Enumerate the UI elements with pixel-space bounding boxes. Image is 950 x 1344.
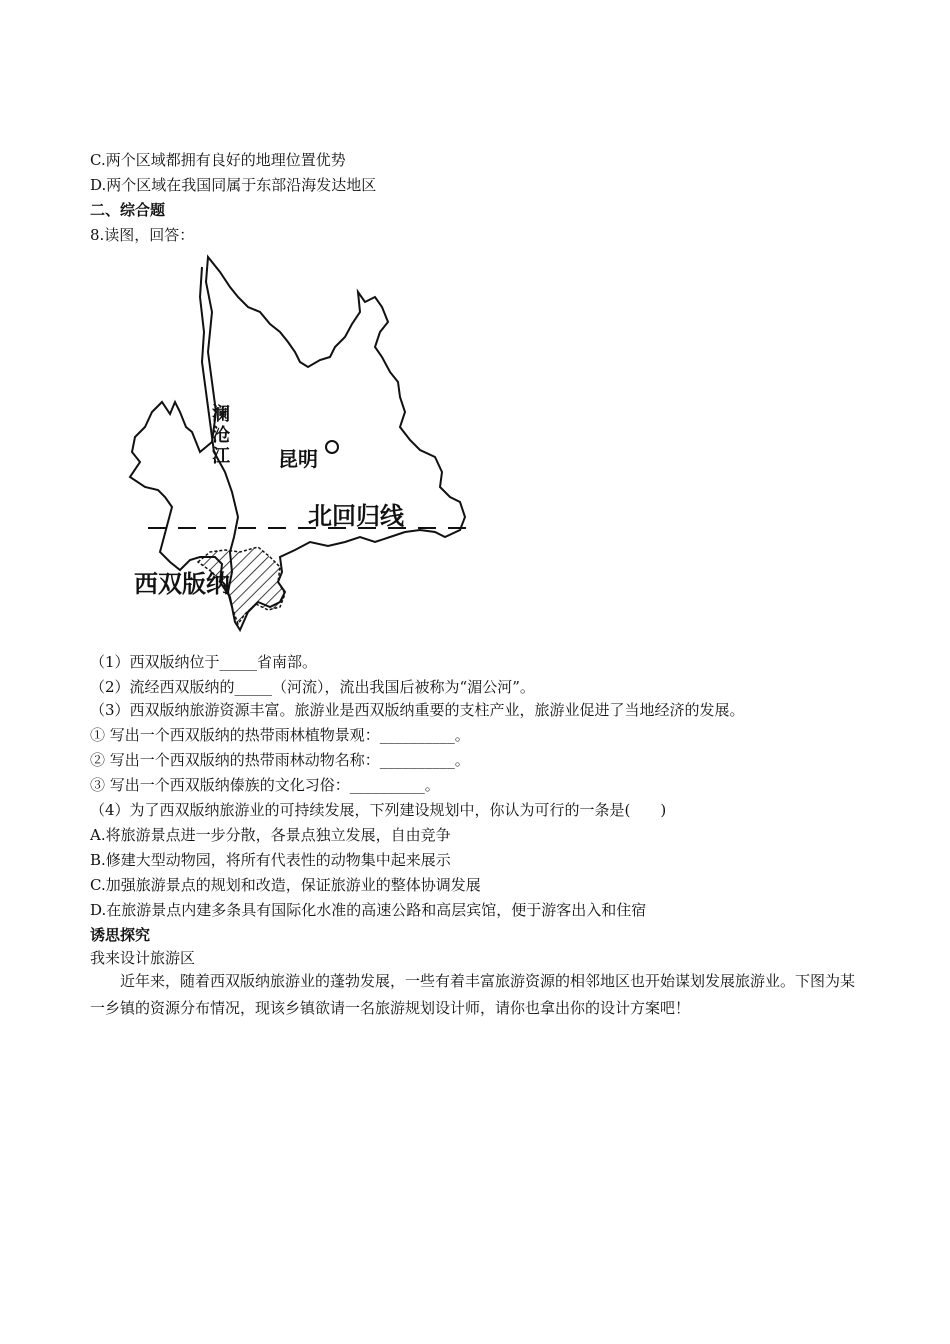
question-3-item-2: ② 写出一个西双版纳的热带雨林动物名称：__________。 — [90, 751, 470, 769]
section-heading: 二、综合题 — [90, 201, 166, 219]
kunming-label: 昆明 — [278, 447, 318, 471]
tropic-label: 北回归线 — [308, 502, 404, 530]
river-label-3: 江 — [212, 446, 230, 467]
question-2: （2）流经西双版纳的_____（河流），流出我国后被称为“湄公河”。 — [90, 678, 535, 696]
question-4-option-d: D.在旅游景点内建多条具有国际化水准的高速公路和高层宾馆，便于游客出入和住宿 — [90, 901, 647, 919]
explore-subtitle: 我来设计旅游区 — [90, 949, 196, 967]
explore-paragraph: 近年来，随着西双版纳旅游业的蓬勃发展，一些有着丰富旅游资源的相邻地区也开始谋划发展旅游业。下图为某一乡镇的资源分布情况，现该乡镇欲请一名旅游规划设计师，请你也拿出你的设计方案吧！ — [90, 972, 856, 1017]
question-3-item-3: ③ 写出一个西双版纳傣族的文化习俗：__________。 — [90, 776, 440, 794]
kunming-marker-icon — [326, 441, 338, 453]
river-label-2: 沧 — [212, 425, 230, 446]
question-4-option-b: B.修建大型动物园，将所有代表性的动物集中起来展示 — [90, 851, 451, 869]
question-3-item-1: ① 写出一个西双版纳的热带雨林植物景观：__________。 — [90, 726, 470, 744]
question-3: （3）西双版纳旅游资源丰富。旅游业是西双版纳重要的支柱产业，旅游业促进了当地经济的发展。 — [90, 701, 745, 719]
question-4-option-a: A.将旅游景点进一步分散，各景点独立发展，自由竞争 — [90, 826, 451, 844]
explore-heading: 诱思探究 — [90, 926, 151, 944]
option-c: C.两个区域都拥有良好的地理位置优势 — [90, 151, 346, 169]
question-4: （4）为了西双版纳旅游业的可持续发展，下列建设规划中，你认为可行的一条是( ) — [90, 801, 667, 819]
option-d: D.两个区域在我国同属于东部沿海发达地区 — [90, 176, 377, 194]
question-1: （1）西双版纳位于_____省南部。 — [90, 653, 318, 671]
yunnan-map — [120, 252, 480, 637]
question-4-option-c: C.加强旅游景点的规划和改造，保证旅游业的整体协调发展 — [90, 876, 481, 894]
river-label-1: 澜 — [212, 404, 230, 425]
question-8-prompt: 8.读图，回答： — [90, 226, 195, 244]
xishuangbanna-label: 西双版纳 — [134, 570, 230, 598]
